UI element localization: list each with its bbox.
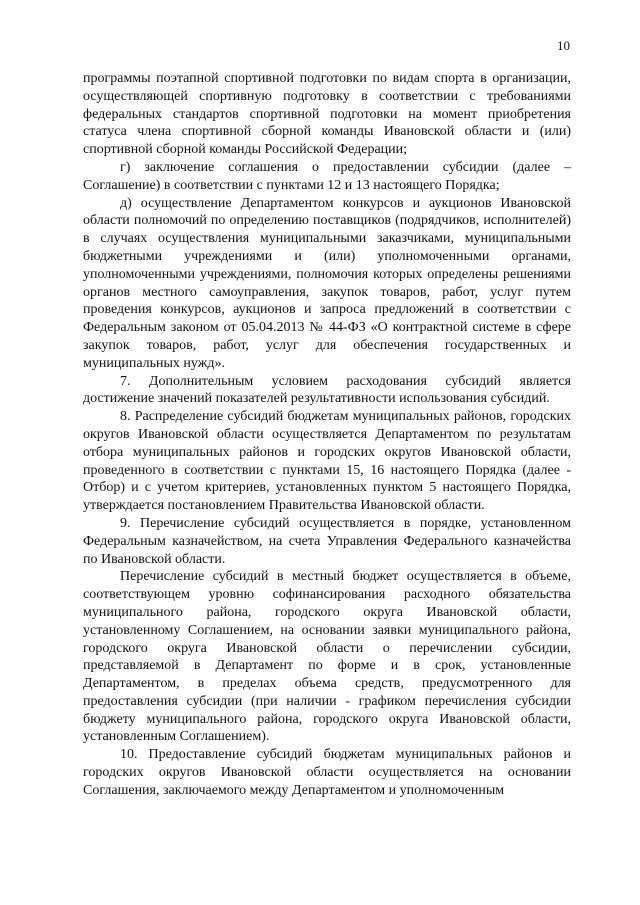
paragraph-continuation: программы поэтапной спортивной подготовки по видам спорта в организации, осуществляющей спортивную подготовку в соответствии с требованиями федеральных стандартов спортивной подготовки на момент приобретения статуса члена спортивной сборной команды Ивановской области и (или) спортивной сборной команды Российской Федерации; bbox=[83, 71, 571, 158]
paragraph-item-g: г) заключение соглашения о предоставлении субсидии (далее – Соглашение) в соответствии с пунктами 12 и 13 настоящего Порядка; bbox=[83, 159, 571, 193]
document-body bbox=[83, 70, 571, 800]
paragraph-clause-9: 9. Перечисление субсидий осуществляется в порядке, установленном Федеральным казначейством, на счета Управления Федерального казначейства по Ивановской области. bbox=[83, 515, 571, 567]
paragraph-item-d: д) осуществление Департаментом конкурсов и аукционов Ивановской области полномочий по определению поставщиков (подрядчиков, исполнителей) в случаях осуществления муниципальными заказчиками, муниципальными бюджетными учреждениями и (или) уполномоченными органами, уполномоченными учреждениями, полномочия которых определены решениями органов местного самоуправления, закупок товаров, работ, услуг путем проведения конкурсов, аукционов и запроса предложений в соответствии с Федеральным законом от 05.04.2013 № 44-ФЗ «О контрактной системе в сфере закупок товаров, работ, услуг для обеспечения государственных и муниципальных нужд». bbox=[83, 195, 571, 371]
page-number: 10 bbox=[557, 38, 570, 53]
paragraph-clause-9-transfer: Перечисление субсидий в местный бюджет осуществляется в объеме, соответствующем уровню софинансирования расходного обязательства муниципального района, городского округа Ивановской области, установленному Соглашением, на основании заявки муниципального района, городского округа Ивановской области о перечислении субсидии, представляемой в Департамент по форме и в срок, установленные Департаментом, в пределах объема средств, предусмотренного для предоставления субсидии (при наличии - графиком перечисления субсидии бюджету муниципального района, городского округа Ивановской области, установленным Соглашением). bbox=[83, 569, 571, 745]
paragraph-clause-8: 8. Распределение субсидий бюджетам муниципальных районов, городских округов Ивановской области осуществляется Департаментом по результатам отбора муниципальных районов и городских округов Ивановской области, проведенного в соответствии с пунктами 15, 16 настоящего Порядка (далее - Отбор) и с учетом критериев, установленных пунктом 5 настоящего Порядка, утверждается постановлением Правительства Ивановской области. bbox=[83, 409, 571, 514]
paragraph-clause-10: 10. Предоставление субсидий бюджетам муниципальных районов и городских округов Ивановской области осуществляется на основании Соглашения, заключаемого между Департаментом и уполномоченным bbox=[83, 747, 571, 798]
paragraph-clause-7: 7. Дополнительным условием расходования субсидий является достижение значений показателей результативности использования субсидий. bbox=[83, 373, 571, 407]
